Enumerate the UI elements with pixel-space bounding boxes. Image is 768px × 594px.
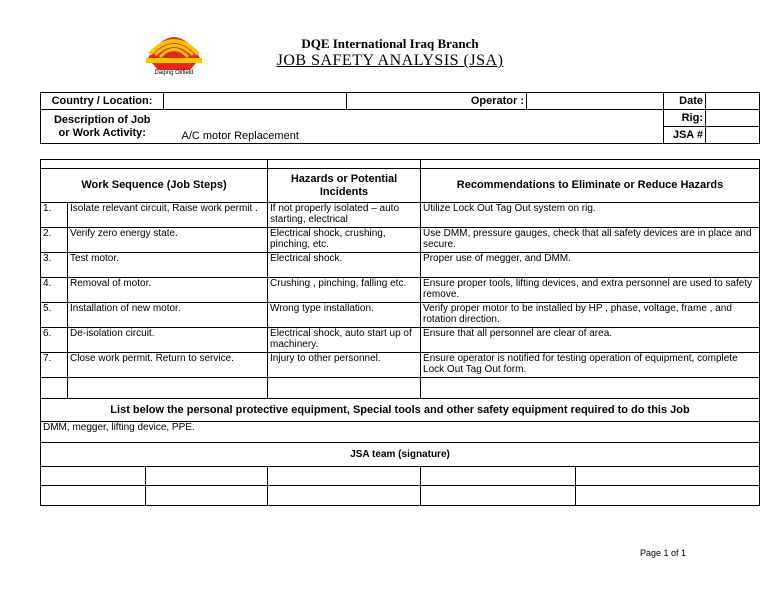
description-label <box>41 110 164 144</box>
recommendation-text: Utilize Lock Out Tag Out system on rig. <box>421 203 760 228</box>
spacer-cell <box>41 160 268 169</box>
jsa-team-heading: JSA team (signature) <box>41 443 760 467</box>
step-number: 1. <box>41 203 68 228</box>
step-text: Installation of new motor. <box>68 303 268 328</box>
rig-label: Rig: <box>664 110 706 127</box>
recommendation-text: Verify proper motor to be installed by HP , phase, voltage, frame , and rotation direction. <box>421 303 760 328</box>
date-label: Date <box>664 93 706 110</box>
hazard-text: Electrical shock, crushing, pinching, etc. <box>268 228 421 253</box>
ppe-heading: List below the personal protective equipment, Special tools and other safety equipment required to do this Job <box>41 399 760 422</box>
column-header-steps: Work Sequence (Job Steps) <box>41 169 268 203</box>
recommendation-text: Ensure proper tools, lifting devices, and extra personnel are used to safety remove. <box>421 278 760 303</box>
description-label-line-1: Description of Job <box>53 113 151 126</box>
hazard-text: If not properly isolated – auto starting, electrical <box>268 203 421 228</box>
document-title <box>0 52 768 70</box>
signature-row <box>41 486 760 506</box>
empty-cell[interactable] <box>421 378 760 399</box>
signature-cell[interactable] <box>146 486 268 506</box>
step-number: 6. <box>41 328 68 353</box>
recommendation-text: Ensure that all personnel are clear of area. <box>421 328 760 353</box>
signature-row <box>41 467 760 486</box>
table-row-empty <box>41 378 760 399</box>
jsa-number-label: JSA # <box>664 127 706 144</box>
hazard-text: Electrical shock. <box>268 253 421 278</box>
signature-cell[interactable] <box>268 486 421 506</box>
table-row <box>41 228 760 253</box>
table-row <box>41 253 760 278</box>
table-row <box>41 303 760 328</box>
column-header-recommendations: Recommendations to Eliminate or Reduce Hazards <box>421 169 760 203</box>
country-field[interactable] <box>164 93 347 110</box>
rig-field[interactable] <box>706 110 760 127</box>
step-text: Verify zero energy state. <box>68 228 268 253</box>
description-label-line-2: or Work Activity: <box>58 126 146 139</box>
organization-name: DQE International Iraq Branch <box>301 36 479 51</box>
step-text: Close work permit. Return to service. <box>68 353 268 378</box>
signature-cell[interactable] <box>146 467 268 486</box>
signature-cell[interactable] <box>41 467 146 486</box>
date-field[interactable] <box>706 93 760 110</box>
step-text: Removal of motor. <box>68 278 268 303</box>
signature-cell[interactable] <box>421 467 576 486</box>
spacer-cell <box>421 160 760 169</box>
logo-caption: Daqing Oilfield <box>154 70 194 76</box>
step-number: 5. <box>41 303 68 328</box>
job-info-table <box>40 92 760 144</box>
hazard-text: Wrong type installation. <box>268 303 421 328</box>
ppe-field[interactable]: DMM, megger, lifting device, PPE. <box>41 422 760 443</box>
table-row <box>41 353 760 378</box>
table-row <box>41 203 760 228</box>
document-title-text: JOB SAFETY ANALYSIS (JSA) <box>276 52 504 69</box>
step-text: Test motor. <box>68 253 268 278</box>
empty-cell[interactable] <box>68 378 268 399</box>
jsa-number-field[interactable] <box>706 127 760 144</box>
signature-cell[interactable] <box>576 467 760 486</box>
step-number: 7. <box>41 353 68 378</box>
table-row <box>41 278 760 303</box>
page-number: Page 1 of 1 <box>639 548 686 558</box>
signature-cell[interactable] <box>41 486 146 506</box>
description-value: A/C motor Replacement <box>181 130 299 142</box>
step-number: 2. <box>41 228 68 253</box>
hazard-text: Crushing , pinching, falling etc. <box>268 278 421 303</box>
country-label: Country / Location: <box>41 93 164 110</box>
job-steps-table <box>40 159 760 506</box>
operator-label: Operator : <box>347 93 527 110</box>
step-number: 4. <box>41 278 68 303</box>
hazard-text: Electrical shock, auto start up of machinery. <box>268 328 421 353</box>
step-number: 3. <box>41 253 68 278</box>
empty-cell[interactable] <box>41 378 68 399</box>
table-row <box>41 328 760 353</box>
step-text: De-isolation circuit. <box>68 328 268 353</box>
signature-cell[interactable] <box>268 467 421 486</box>
description-field[interactable] <box>164 110 664 144</box>
recommendation-text: Proper use of megger, and DMM. <box>421 253 760 278</box>
operator-field[interactable] <box>527 93 664 110</box>
signature-cell[interactable] <box>576 486 760 506</box>
signature-cell[interactable] <box>421 486 576 506</box>
empty-cell[interactable] <box>268 378 421 399</box>
spacer-cell <box>268 160 421 169</box>
recommendation-text: Use DMM, pressure gauges, check that all safety devices are in place and secure. <box>421 228 760 253</box>
step-text: Isolate relevant circuit, Raise work permit . <box>68 203 268 228</box>
column-header-hazards: Hazards or Potential Incidents <box>268 169 421 203</box>
hazard-text: Injury to other personnel. <box>268 353 421 378</box>
recommendation-text: Ensure operator is notified for testing operation of equipment, complete Lock Out Tag Out form. <box>421 353 760 378</box>
